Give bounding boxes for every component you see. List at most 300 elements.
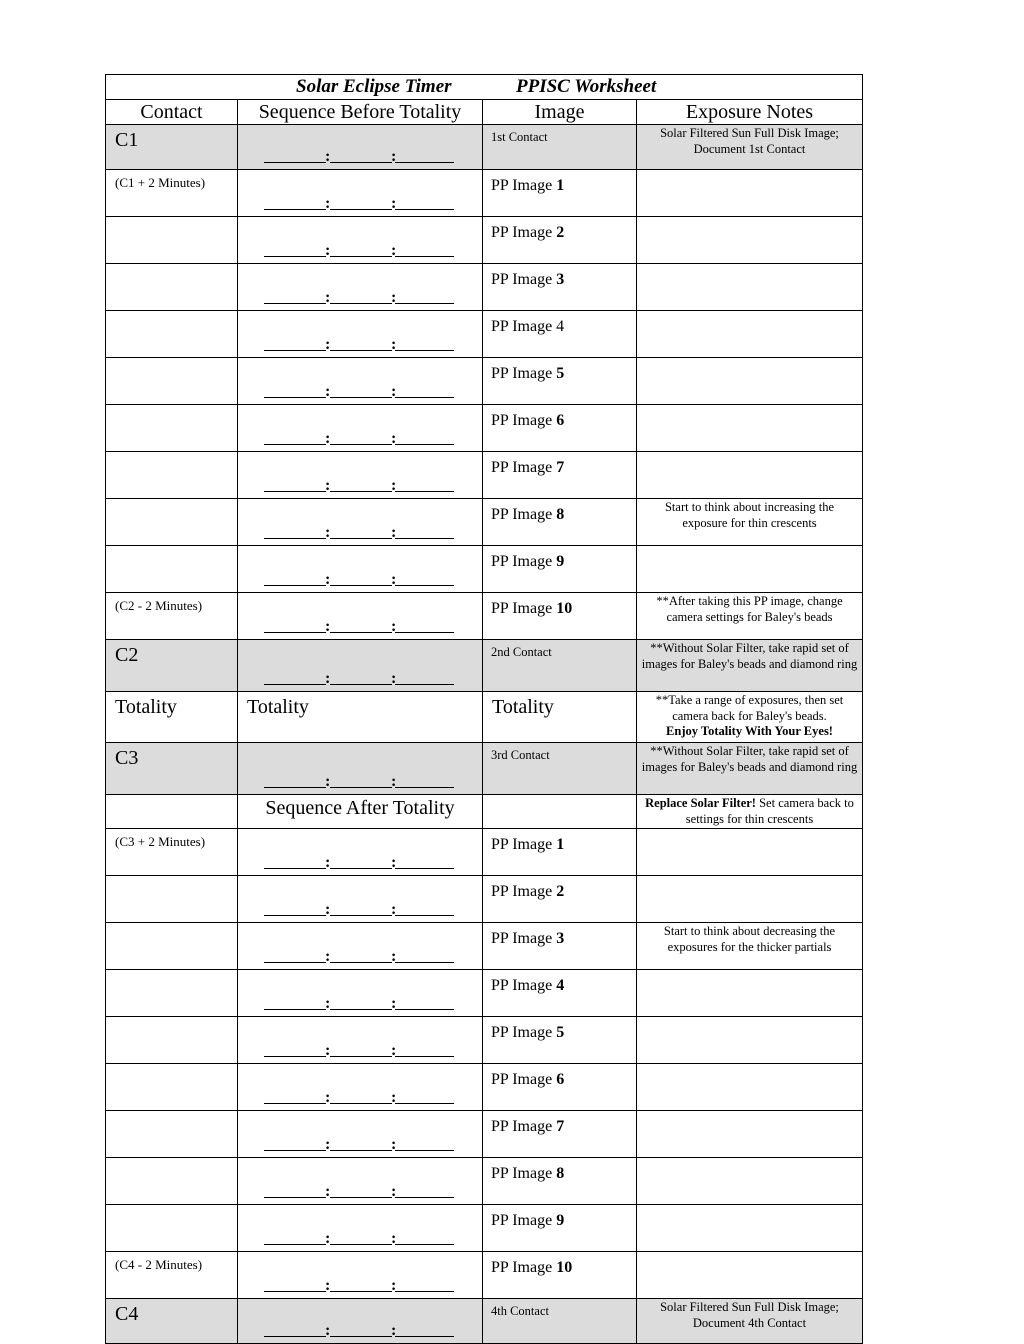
contact-image: 2nd Contact bbox=[483, 640, 637, 692]
time-entry[interactable] bbox=[264, 237, 454, 257]
pp-image-label bbox=[483, 217, 637, 264]
contact-note: Solar Filtered Sun Full Disk Image; Document 4th Contact bbox=[637, 1299, 863, 1344]
time-colon: : bbox=[325, 618, 331, 635]
contact-note: Solar Filtered Sun Full Disk Image; Document 1st Contact bbox=[637, 125, 863, 170]
sequence-time-cell bbox=[238, 829, 483, 876]
time-entry[interactable] bbox=[264, 425, 454, 445]
row-contact-label bbox=[106, 217, 238, 264]
pp-image-number: 6 bbox=[556, 1071, 565, 1088]
time-colon: : bbox=[325, 1136, 331, 1153]
pp-image-text: PP Image bbox=[491, 271, 553, 288]
time-colon: : bbox=[325, 773, 331, 790]
row-contact-label bbox=[106, 1064, 238, 1111]
time-colon: : bbox=[325, 854, 331, 871]
time-colon: : bbox=[391, 430, 397, 447]
time-blank-1[interactable] bbox=[264, 1197, 326, 1198]
time-colon: : bbox=[325, 1230, 331, 1247]
time-blank-2[interactable] bbox=[330, 444, 392, 445]
time-blank-3[interactable] bbox=[395, 684, 454, 685]
pp-image-number: 5 bbox=[556, 365, 565, 382]
time-blank-3[interactable] bbox=[395, 1056, 454, 1057]
time-blank-2[interactable] bbox=[330, 162, 392, 163]
pp-image-text: PP Image bbox=[491, 1165, 553, 1182]
time-blank-3[interactable] bbox=[395, 256, 454, 257]
sequence-after-header: Sequence After Totality bbox=[238, 795, 483, 829]
pp-image-row bbox=[106, 1064, 863, 1111]
time-entry[interactable] bbox=[264, 190, 454, 210]
row-contact-label bbox=[106, 876, 238, 923]
pp-image-number: 1 bbox=[556, 836, 565, 853]
pp-image-row bbox=[106, 1017, 863, 1064]
time-colon: : bbox=[391, 383, 397, 400]
exposure-note bbox=[637, 970, 863, 1017]
time-colon: : bbox=[325, 289, 331, 306]
time-blank-1[interactable] bbox=[264, 491, 326, 492]
pp-image-row bbox=[106, 970, 863, 1017]
pp-image-label bbox=[483, 452, 637, 499]
row-contact-label bbox=[106, 452, 238, 499]
sequence-time-cell bbox=[238, 1205, 483, 1252]
after-header-note-bold: Replace Solar Filter! bbox=[645, 796, 756, 810]
time-blank-3[interactable] bbox=[395, 350, 454, 351]
time-colon: : bbox=[325, 995, 331, 1012]
pp-image-text: PP Image bbox=[491, 459, 553, 476]
time-blank-2[interactable] bbox=[330, 256, 392, 257]
sequence-time-cell bbox=[238, 264, 483, 311]
time-entry[interactable] bbox=[264, 896, 454, 916]
time-blank-1[interactable] bbox=[264, 209, 326, 210]
pp-image-row bbox=[106, 829, 863, 876]
row-contact-label bbox=[106, 499, 238, 546]
pp-image-text: PP Image bbox=[491, 1118, 553, 1135]
time-blank-1[interactable] bbox=[264, 397, 326, 398]
time-blank-2[interactable] bbox=[330, 1103, 392, 1104]
contact-row-c1 bbox=[106, 125, 863, 170]
title-cell bbox=[106, 75, 863, 100]
pp-image-number: 9 bbox=[556, 1212, 565, 1229]
sequence-time-cell bbox=[238, 1252, 483, 1299]
time-colon: : bbox=[391, 1089, 397, 1106]
pp-image-row bbox=[106, 264, 863, 311]
time-colon: : bbox=[325, 430, 331, 447]
pp-image-label bbox=[483, 1158, 637, 1205]
time-blank-2[interactable] bbox=[330, 1150, 392, 1151]
time-blank-3[interactable] bbox=[395, 632, 454, 633]
time-colon: : bbox=[391, 1042, 397, 1059]
time-entry[interactable] bbox=[264, 1084, 454, 1104]
time-blank-1[interactable] bbox=[264, 350, 326, 351]
totality-image: Totality bbox=[483, 692, 637, 743]
time-entry[interactable] bbox=[264, 143, 454, 163]
time-colon: : bbox=[325, 1089, 331, 1106]
after-totality-header-row bbox=[106, 795, 863, 829]
row-contact-label bbox=[106, 311, 238, 358]
pp-image-text: PP Image 4 bbox=[491, 318, 565, 335]
pp-image-label bbox=[483, 264, 637, 311]
pp-image-label bbox=[483, 1064, 637, 1111]
time-blank-3[interactable] bbox=[395, 787, 454, 788]
time-entry[interactable] bbox=[264, 1272, 454, 1292]
sequence-time-cell bbox=[238, 311, 483, 358]
pp-image-label bbox=[483, 405, 637, 452]
pp-image-text: PP Image bbox=[491, 1259, 553, 1276]
pp-image-label bbox=[483, 170, 637, 217]
time-colon: : bbox=[325, 477, 331, 494]
time-entry[interactable] bbox=[264, 378, 454, 398]
pp-image-number: 7 bbox=[556, 1118, 565, 1135]
time-blank-1[interactable] bbox=[264, 1150, 326, 1151]
contact-label: C1 bbox=[106, 125, 238, 170]
sequence-time-cell bbox=[238, 923, 483, 970]
time-colon: : bbox=[391, 948, 397, 965]
time-colon: : bbox=[391, 477, 397, 494]
time-colon: : bbox=[391, 901, 397, 918]
header-sequence: Sequence Before Totality bbox=[238, 100, 483, 125]
time-blank-1[interactable] bbox=[264, 684, 326, 685]
row-contact-label bbox=[106, 970, 238, 1017]
time-blank-2[interactable] bbox=[330, 538, 392, 539]
time-blank-1[interactable] bbox=[264, 962, 326, 963]
exposure-note bbox=[637, 358, 863, 405]
time-colon: : bbox=[391, 1277, 397, 1294]
pp-image-label bbox=[483, 1111, 637, 1158]
exposure-note bbox=[637, 217, 863, 264]
time-blank-2[interactable] bbox=[330, 684, 392, 685]
time-entry[interactable] bbox=[264, 943, 454, 963]
time-blank-1[interactable] bbox=[264, 787, 326, 788]
time-blank-2[interactable] bbox=[330, 1009, 392, 1010]
contact-image: 4th Contact bbox=[483, 1299, 637, 1344]
sequence-time-cell bbox=[238, 499, 483, 546]
time-blank-1[interactable] bbox=[264, 1009, 326, 1010]
totality-row bbox=[106, 692, 863, 743]
pp-image-number: 4 bbox=[556, 977, 565, 994]
time-entry[interactable] bbox=[264, 1178, 454, 1198]
contact-image: 1st Contact bbox=[483, 125, 637, 170]
row-contact-label bbox=[106, 1158, 238, 1205]
sequence-time-cell bbox=[238, 1111, 483, 1158]
sequence-time-cell bbox=[238, 125, 483, 170]
exposure-note bbox=[637, 1205, 863, 1252]
row-contact-label: (C4 - 2 Minutes) bbox=[106, 1252, 238, 1299]
time-blank-3[interactable] bbox=[395, 962, 454, 963]
time-entry[interactable] bbox=[264, 665, 454, 685]
pp-image-text: PP Image bbox=[491, 365, 553, 382]
time-blank-3[interactable] bbox=[395, 209, 454, 210]
time-colon: : bbox=[325, 901, 331, 918]
sequence-time-cell bbox=[238, 170, 483, 217]
time-blank-3[interactable] bbox=[395, 1244, 454, 1245]
time-blank-2[interactable] bbox=[330, 1244, 392, 1245]
exposure-note bbox=[637, 1252, 863, 1299]
contact-row-c3 bbox=[106, 743, 863, 795]
contact-row-c2 bbox=[106, 640, 863, 692]
pp-image-text: PP Image bbox=[491, 1071, 553, 1088]
exposure-note: Start to think about increasing the exposure for thin crescents bbox=[637, 499, 863, 546]
pp-image-row bbox=[106, 358, 863, 405]
row-contact-label: (C1 + 2 Minutes) bbox=[106, 170, 238, 217]
time-entry[interactable] bbox=[264, 1037, 454, 1057]
sequence-time-cell bbox=[238, 593, 483, 640]
exposure-note bbox=[637, 876, 863, 923]
pp-image-text: PP Image bbox=[491, 883, 553, 900]
pp-image-number: 5 bbox=[556, 1024, 565, 1041]
time-blank-3[interactable] bbox=[395, 397, 454, 398]
time-blank-3[interactable] bbox=[395, 538, 454, 539]
time-blank-2[interactable] bbox=[330, 915, 392, 916]
time-colon: : bbox=[325, 336, 331, 353]
time-blank-1[interactable] bbox=[264, 632, 326, 633]
exposure-note bbox=[637, 405, 863, 452]
pp-image-text: PP Image bbox=[491, 177, 553, 194]
pp-image-label bbox=[483, 1017, 637, 1064]
pp-image-text: PP Image bbox=[491, 553, 553, 570]
time-colon: : bbox=[391, 242, 397, 259]
time-colon: : bbox=[325, 524, 331, 541]
sequence-time-cell bbox=[238, 640, 483, 692]
sequence-time-cell bbox=[238, 452, 483, 499]
time-blank-3[interactable] bbox=[395, 868, 454, 869]
time-blank-1[interactable] bbox=[264, 1291, 326, 1292]
time-entry[interactable] bbox=[264, 768, 454, 788]
time-blank-1[interactable] bbox=[264, 1056, 326, 1057]
pp-image-row bbox=[106, 1205, 863, 1252]
time-blank-2[interactable] bbox=[330, 632, 392, 633]
time-blank-3[interactable] bbox=[395, 491, 454, 492]
pp-image-row bbox=[106, 923, 863, 970]
pp-image-number: 8 bbox=[556, 1165, 565, 1182]
time-blank-1[interactable] bbox=[264, 538, 326, 539]
time-entry[interactable] bbox=[264, 1317, 454, 1337]
time-colon: : bbox=[391, 618, 397, 635]
pp-image-label bbox=[483, 1205, 637, 1252]
header-notes: Exposure Notes bbox=[637, 100, 863, 125]
time-colon: : bbox=[391, 336, 397, 353]
time-blank-2[interactable] bbox=[330, 1197, 392, 1198]
row-contact-label: (C2 - 2 Minutes) bbox=[106, 593, 238, 640]
pp-image-row bbox=[106, 1252, 863, 1299]
time-blank-2[interactable] bbox=[330, 585, 392, 586]
pp-image-label bbox=[483, 311, 637, 358]
time-colon: : bbox=[391, 289, 397, 306]
row-contact-label bbox=[106, 1017, 238, 1064]
row-contact-label bbox=[106, 546, 238, 593]
time-blank-2[interactable] bbox=[330, 209, 392, 210]
empty-contact-cell bbox=[106, 795, 238, 829]
sequence-time-cell bbox=[238, 405, 483, 452]
pp-image-row bbox=[106, 1158, 863, 1205]
contact-label: C4 bbox=[106, 1299, 238, 1344]
time-blank-1[interactable] bbox=[264, 1244, 326, 1245]
time-blank-1[interactable] bbox=[264, 162, 326, 163]
time-colon: : bbox=[391, 195, 397, 212]
time-blank-1[interactable] bbox=[264, 1336, 326, 1337]
sequence-time-cell bbox=[238, 970, 483, 1017]
time-blank-3[interactable] bbox=[395, 1150, 454, 1151]
pp-image-number: 10 bbox=[556, 1259, 573, 1276]
time-blank-3[interactable] bbox=[395, 585, 454, 586]
time-blank-3[interactable] bbox=[395, 1197, 454, 1198]
pp-image-label bbox=[483, 970, 637, 1017]
exposure-note bbox=[637, 452, 863, 499]
time-entry[interactable] bbox=[264, 284, 454, 304]
contact-image: 3rd Contact bbox=[483, 743, 637, 795]
time-colon: : bbox=[391, 1183, 397, 1200]
pp-image-text: PP Image bbox=[491, 600, 553, 617]
pp-image-row bbox=[106, 217, 863, 264]
time-blank-3[interactable] bbox=[395, 1103, 454, 1104]
time-blank-3[interactable] bbox=[395, 1009, 454, 1010]
time-blank-1[interactable] bbox=[264, 1103, 326, 1104]
pp-image-text: PP Image bbox=[491, 412, 553, 429]
header-row bbox=[106, 100, 863, 125]
time-entry[interactable] bbox=[264, 1225, 454, 1245]
time-colon: : bbox=[391, 995, 397, 1012]
contact-label: C2 bbox=[106, 640, 238, 692]
exposure-note bbox=[637, 264, 863, 311]
exposure-note bbox=[637, 1017, 863, 1064]
pp-image-label bbox=[483, 876, 637, 923]
exposure-note: **After taking this PP image, change camera settings for Baley's beads bbox=[637, 593, 863, 640]
time-blank-2[interactable] bbox=[330, 868, 392, 869]
time-blank-1[interactable] bbox=[264, 256, 326, 257]
time-entry[interactable] bbox=[264, 849, 454, 869]
sequence-time-cell bbox=[238, 1299, 483, 1344]
time-colon: : bbox=[391, 854, 397, 871]
time-colon: : bbox=[391, 670, 397, 687]
pp-image-row bbox=[106, 311, 863, 358]
time-blank-2[interactable] bbox=[330, 1336, 392, 1337]
time-blank-2[interactable] bbox=[330, 962, 392, 963]
sequence-time-cell bbox=[238, 546, 483, 593]
time-colon: : bbox=[391, 571, 397, 588]
pp-image-label bbox=[483, 1252, 637, 1299]
header-image: Image bbox=[483, 100, 637, 125]
time-entry[interactable] bbox=[264, 519, 454, 539]
row-contact-label bbox=[106, 358, 238, 405]
pp-image-number: 1 bbox=[556, 177, 565, 194]
title-row bbox=[106, 75, 863, 100]
pp-image-number: 6 bbox=[556, 412, 565, 429]
worksheet-table bbox=[105, 74, 863, 1344]
pp-image-row bbox=[106, 499, 863, 546]
after-header-note bbox=[637, 795, 863, 829]
pp-image-number: 8 bbox=[556, 506, 565, 523]
time-blank-2[interactable] bbox=[330, 1291, 392, 1292]
title-left: Solar Eclipse Timer bbox=[296, 76, 452, 97]
exposure-note bbox=[637, 1111, 863, 1158]
totality-note-bold: Enjoy Totality With Your Eyes! bbox=[666, 724, 833, 738]
pp-image-row bbox=[106, 876, 863, 923]
pp-image-row bbox=[106, 452, 863, 499]
pp-image-row bbox=[106, 546, 863, 593]
contact-row-c4 bbox=[106, 1299, 863, 1344]
pp-image-row bbox=[106, 405, 863, 452]
time-colon: : bbox=[391, 773, 397, 790]
time-colon: : bbox=[325, 148, 331, 165]
pp-image-label bbox=[483, 499, 637, 546]
time-colon: : bbox=[325, 1322, 331, 1339]
sequence-time-cell bbox=[238, 1017, 483, 1064]
exposure-note bbox=[637, 1064, 863, 1111]
time-blank-3[interactable] bbox=[395, 1291, 454, 1292]
sequence-time-cell bbox=[238, 743, 483, 795]
time-blank-2[interactable] bbox=[330, 1056, 392, 1057]
exposure-note bbox=[637, 311, 863, 358]
time-entry[interactable] bbox=[264, 472, 454, 492]
row-contact-label bbox=[106, 264, 238, 311]
time-entry[interactable] bbox=[264, 566, 454, 586]
exposure-note: Start to think about decreasing the exposures for the thicker partials bbox=[637, 923, 863, 970]
pp-image-text: PP Image bbox=[491, 1024, 553, 1041]
sequence-time-cell bbox=[238, 1064, 483, 1111]
sequence-time-cell bbox=[238, 876, 483, 923]
contact-label: C3 bbox=[106, 743, 238, 795]
time-colon: : bbox=[391, 1230, 397, 1247]
pp-image-number: 9 bbox=[556, 553, 565, 570]
time-colon: : bbox=[325, 670, 331, 687]
pp-image-label bbox=[483, 923, 637, 970]
pp-image-number: 3 bbox=[556, 271, 565, 288]
time-entry[interactable] bbox=[264, 331, 454, 351]
totality-note-text: **Take a range of exposures, then set camera back for Baley's beads. bbox=[655, 693, 844, 723]
contact-note: **Without Solar Filter, take rapid set of images for Baley's beads and diamond ring bbox=[637, 743, 863, 795]
after-header-note-text: Set camera back to settings for thin crescents bbox=[685, 796, 854, 826]
sequence-time-cell bbox=[238, 358, 483, 405]
pp-image-row bbox=[106, 593, 863, 640]
time-blank-1[interactable] bbox=[264, 915, 326, 916]
time-blank-3[interactable] bbox=[395, 1336, 454, 1337]
header-contact: Contact bbox=[106, 100, 238, 125]
time-blank-2[interactable] bbox=[330, 397, 392, 398]
time-blank-1[interactable] bbox=[264, 585, 326, 586]
time-colon: : bbox=[391, 1322, 397, 1339]
exposure-note bbox=[637, 829, 863, 876]
pp-image-row bbox=[106, 1111, 863, 1158]
time-blank-1[interactable] bbox=[264, 444, 326, 445]
time-blank-1[interactable] bbox=[264, 868, 326, 869]
pp-image-row bbox=[106, 170, 863, 217]
time-blank-1[interactable] bbox=[264, 303, 326, 304]
time-blank-3[interactable] bbox=[395, 444, 454, 445]
time-colon: : bbox=[325, 571, 331, 588]
time-blank-2[interactable] bbox=[330, 350, 392, 351]
time-blank-2[interactable] bbox=[330, 303, 392, 304]
time-blank-2[interactable] bbox=[330, 491, 392, 492]
time-blank-3[interactable] bbox=[395, 915, 454, 916]
row-contact-label: (C3 + 2 Minutes) bbox=[106, 829, 238, 876]
pp-image-text: PP Image bbox=[491, 836, 553, 853]
pp-image-text: PP Image bbox=[491, 506, 553, 523]
time-entry[interactable] bbox=[264, 990, 454, 1010]
time-entry[interactable] bbox=[264, 613, 454, 633]
time-entry[interactable] bbox=[264, 1131, 454, 1151]
totality-note bbox=[637, 692, 863, 743]
pp-image-label bbox=[483, 358, 637, 405]
exposure-note bbox=[637, 546, 863, 593]
row-contact-label bbox=[106, 405, 238, 452]
exposure-note bbox=[637, 170, 863, 217]
time-blank-2[interactable] bbox=[330, 787, 392, 788]
totality-contact: Totality bbox=[106, 692, 238, 743]
time-colon: : bbox=[325, 1183, 331, 1200]
pp-image-number: 3 bbox=[556, 930, 565, 947]
time-blank-3[interactable] bbox=[395, 162, 454, 163]
time-blank-3[interactable] bbox=[395, 303, 454, 304]
contact-note: **Without Solar Filter, take rapid set of images for Baley's beads and diamond ring bbox=[637, 640, 863, 692]
row-contact-label bbox=[106, 923, 238, 970]
pp-image-number: 7 bbox=[556, 459, 565, 476]
